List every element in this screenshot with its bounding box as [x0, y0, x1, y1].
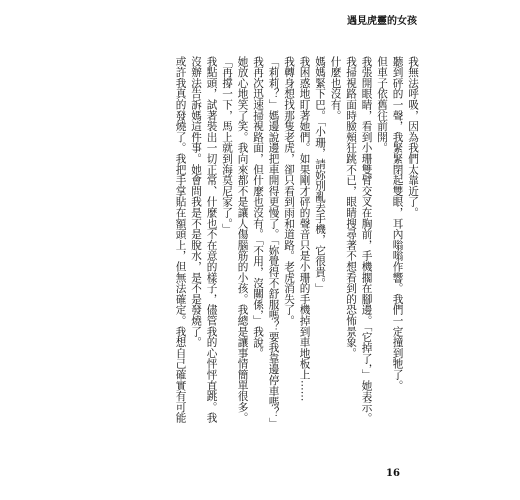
text-column: 我張開眼睛，看到小珊雙臂交叉在胸前，手機擱在腳邊。「它掉了，」她表示。 [360, 56, 373, 424]
page-number: 16 [386, 468, 400, 479]
text-column: 但車子依舊往前開。 [376, 56, 388, 154]
vertical-text-body [142, 56, 420, 446]
text-column: 我再次迅速掃視路面，但什麼也沒有。「不用，沒關係，」我說。 [252, 56, 264, 359]
text-column: 或許我真的發燒了。我把手掌貼在額頭上，但無法確定。我想自己確實有可能 [174, 56, 187, 424]
text-column: 我掃視路面時臉頰狂跳不已，眼睛搜尋著不想看到的恐怖景象。 [345, 56, 357, 359]
text-column: 沒辦法告訴媽這件事。她會問我是不是脫水，是不是發燒了。 [190, 56, 202, 348]
text-column: 我困惑地盯著她們。如果剛才砰的聲音只是小珊的手機掉到車地板上…… [298, 56, 311, 402]
text-column: 「莉莉？」媽邊說邊把車開得更慢了。「妳覺得不舒服嗎？要我靠邊停車嗎？」 [267, 56, 280, 429]
text-column: 媽媽緊下巴。「小珊，請妳別亂丟手機，它很貴。」 [314, 56, 326, 294]
text-column: 她放心地笑了笑。我向來都不是讓人傷腦筋的小孩。我總是讓事情簡單很多。 [236, 56, 249, 424]
text-column: 聽到砰的一聲，我緊緊閉起雙眼，耳內嗡嗡作響。我們一定撞到牠了。 [391, 56, 404, 391]
text-column: 我轉身想找那隻老虎，卻只看到雨和道路。老虎消失了。 [283, 56, 295, 326]
text-column: 我無法呼吸，因為我們太靠近了。 [407, 56, 419, 218]
running-header-title: 遇見虎靈的女孩 [347, 16, 417, 27]
text-column: 「再撐一下，馬上就到海莫尼家了。」 [221, 56, 233, 235]
text-column: 什麼也沒有。 [329, 56, 342, 121]
text-column: 我點頭，試著裝出一切正常、什麼也不在意的樣子，儘管我的心怦怦直跳。我 [205, 56, 218, 424]
